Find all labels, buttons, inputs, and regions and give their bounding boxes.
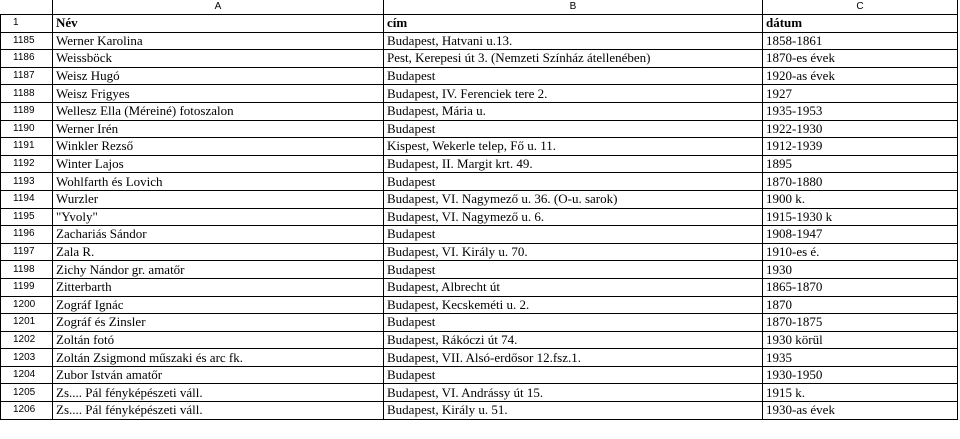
row-number[interactable]: 1201 [1,314,53,332]
row-number[interactable]: 1203 [1,349,53,367]
row-number[interactable]: 1192 [1,155,53,173]
table-row [1,50,958,68]
address-cell[interactable]: Budapest, Mária u. [384,102,763,120]
address-cell[interactable]: Budapest [384,226,763,244]
row-number[interactable]: 1199 [1,278,53,296]
row-number[interactable]: 1200 [1,296,53,314]
name-cell[interactable]: Weissböck [53,50,384,68]
table-row [1,296,958,314]
row-number[interactable]: 1194 [1,190,53,208]
row-number[interactable]: 1204 [1,366,53,384]
date-cell[interactable]: 1915-1930 k [763,208,958,226]
row-number[interactable]: 1197 [1,243,53,261]
address-cell[interactable]: Budapest [384,67,763,85]
name-cell[interactable]: Zográf Ignác [53,296,384,314]
address-cell[interactable]: Budapest, VI. Nagymező u. 36. (O-u. sarok) [384,190,763,208]
name-cell[interactable]: Zala R. [53,243,384,261]
address-cell[interactable]: Budapest, Kecskeméti u. 2. [384,296,763,314]
address-cell[interactable]: Budapest, Albrecht út [384,278,763,296]
table-row [1,190,958,208]
table-row [1,349,958,367]
address-cell[interactable]: Kispest, Wekerle telep, Fő u. 11. [384,138,763,156]
name-cell[interactable]: Zachariás Sándor [53,226,384,244]
row-number[interactable]: 1185 [1,32,53,50]
name-cell[interactable]: Winkler Rezső [53,138,384,156]
table-row [1,102,958,120]
address-cell[interactable]: Budapest [384,173,763,191]
date-cell[interactable]: 1912-1939 [763,138,958,156]
name-cell[interactable]: Zubor István amatőr [53,366,384,384]
name-cell[interactable]: Wohlfarth és Lovich [53,173,384,191]
address-cell[interactable]: Budapest, Hatvani u.13. [384,32,763,50]
name-cell[interactable]: Zs.... Pál fényképészeti váll. [53,384,384,402]
row-number[interactable]: 1 [1,15,53,33]
header-date-cell[interactable]: dátum [763,15,958,33]
table-row [1,402,958,420]
column-header-a[interactable]: A [53,0,384,15]
date-cell[interactable]: 1865-1870 [763,278,958,296]
table-row [1,226,958,244]
row-number[interactable]: 1202 [1,331,53,349]
row-number[interactable]: 1205 [1,384,53,402]
date-cell[interactable]: 1870 [763,296,958,314]
date-cell[interactable]: 1870-1875 [763,314,958,332]
date-cell[interactable]: 1935 [763,349,958,367]
table-row [1,120,958,138]
row-number[interactable]: 1206 [1,402,53,420]
address-cell[interactable]: Budapest, Király u. 51. [384,402,763,420]
address-cell[interactable]: Budapest, II. Margit krt. 49. [384,155,763,173]
table-row [1,208,958,226]
name-cell[interactable]: Zográf és Zinsler [53,314,384,332]
name-cell[interactable]: Zs.... Pál fényképészeti váll. [53,402,384,420]
row-number[interactable]: 1196 [1,226,53,244]
row-number[interactable]: 1191 [1,138,53,156]
column-header-b[interactable]: B [384,0,763,15]
corner-cell[interactable] [1,0,53,15]
date-cell[interactable]: 1930 [763,261,958,279]
table-row [1,67,958,85]
table-row [1,32,958,50]
address-cell[interactable]: Budapest, VI. Nagymező u. 6. [384,208,763,226]
table-row [1,384,958,402]
name-cell[interactable]: Zichy Nándor gr. amatőr [53,261,384,279]
address-cell[interactable]: Pest, Kerepesi út 3. (Nemzeti Színház átellenében) [384,50,763,68]
date-cell[interactable]: 1858-1861 [763,32,958,50]
table-row [1,243,958,261]
date-cell[interactable]: 1922-1930 [763,120,958,138]
header-address-cell[interactable]: cím [384,15,763,33]
name-cell[interactable]: Zoltán Zsigmond műszaki és arc fk. [53,349,384,367]
row-number[interactable]: 1195 [1,208,53,226]
address-cell[interactable]: Budapest, Rákóczi út 74. [384,331,763,349]
name-cell[interactable]: Werner Karolina [53,32,384,50]
table-row [1,261,958,279]
row-number[interactable]: 1188 [1,85,53,103]
row-number[interactable]: 1198 [1,261,53,279]
address-cell[interactable]: Budapest [384,314,763,332]
date-cell[interactable]: 1908-1947 [763,226,958,244]
table-row [1,331,958,349]
name-cell[interactable]: Wurzler [53,190,384,208]
name-cell[interactable]: Zoltán fotó [53,331,384,349]
row-number[interactable]: 1187 [1,67,53,85]
date-cell[interactable]: 1935-1953 [763,102,958,120]
name-cell[interactable]: Weisz Frigyes [53,85,384,103]
row-number[interactable]: 1186 [1,50,53,68]
row-number[interactable]: 1189 [1,102,53,120]
date-cell[interactable]: 1870-1880 [763,173,958,191]
date-cell[interactable]: 1895 [763,155,958,173]
column-header-row [1,0,958,15]
date-cell[interactable]: 1930-1950 [763,366,958,384]
column-header-c[interactable]: C [763,0,958,15]
date-cell[interactable]: 1930 körül [763,331,958,349]
address-cell[interactable]: Budapest [384,366,763,384]
name-cell[interactable]: Winter Lajos [53,155,384,173]
address-cell[interactable]: Budapest [384,120,763,138]
date-cell[interactable]: 1910-es é. [763,243,958,261]
date-cell[interactable]: 1920-as évek [763,67,958,85]
date-cell[interactable]: 1870-es évek [763,50,958,68]
name-cell[interactable]: "Yvoly" [53,208,384,226]
table-row [1,278,958,296]
date-cell[interactable]: 1930-as évek [763,402,958,420]
name-cell[interactable]: Wellesz Ella (Méreiné) fotoszalon [53,102,384,120]
date-cell[interactable]: 1915 k. [763,384,958,402]
address-cell[interactable]: Budapest, VI. Andrássy út 15. [384,384,763,402]
row-number[interactable]: 1190 [1,120,53,138]
table-row [1,85,958,103]
date-cell[interactable]: 1927 [763,85,958,103]
address-cell[interactable]: Budapest, VI. Király u. 70. [384,243,763,261]
table-row [1,314,958,332]
table-row [1,173,958,191]
header-name-cell[interactable]: Név [53,15,384,33]
address-cell[interactable]: Budapest, IV. Ferenciek tere 2. [384,85,763,103]
date-cell[interactable]: 1900 k. [763,190,958,208]
header-row [1,15,958,33]
name-cell[interactable]: Weisz Hugó [53,67,384,85]
address-cell[interactable]: Budapest [384,261,763,279]
address-cell[interactable]: Budapest, VII. Alsó-erdősor 12.fsz.1. [384,349,763,367]
table-row [1,138,958,156]
name-cell[interactable]: Zitterbarth [53,278,384,296]
table-row [1,155,958,173]
row-number[interactable]: 1193 [1,173,53,191]
table-row [1,366,958,384]
name-cell[interactable]: Werner Irén [53,120,384,138]
